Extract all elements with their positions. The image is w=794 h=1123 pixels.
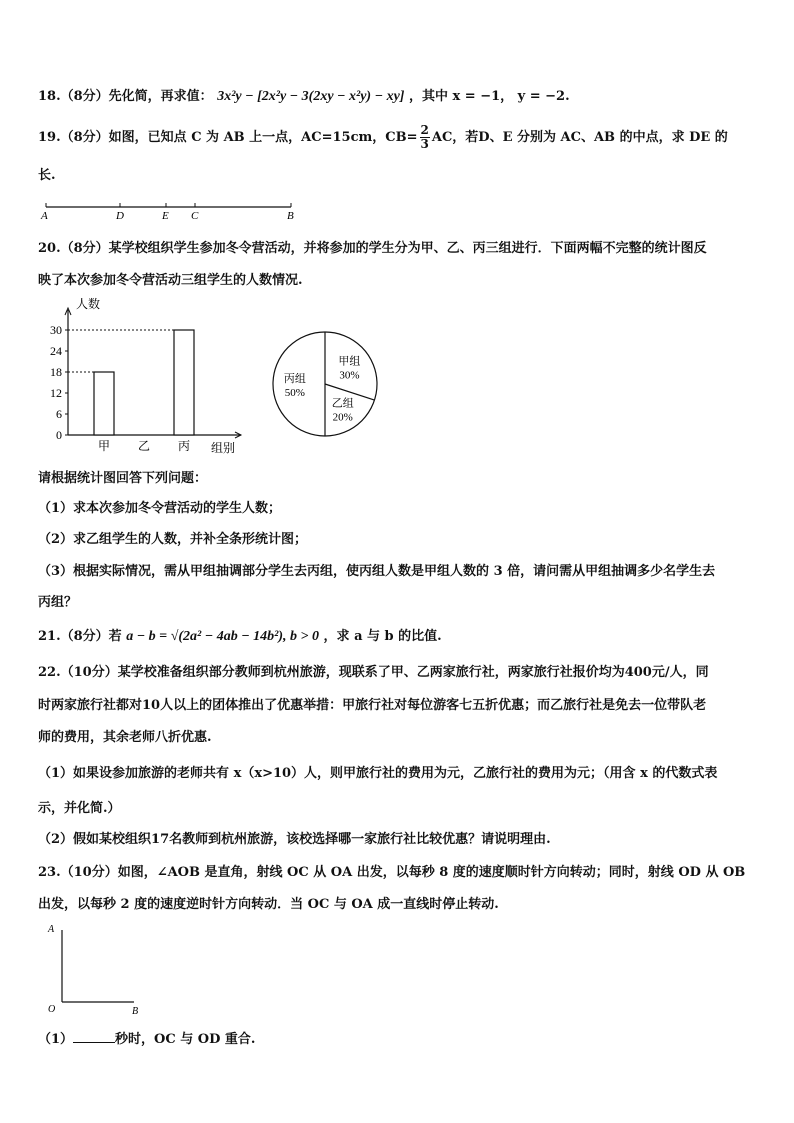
q21-tail: ，求 a 与 b 的比值.: [323, 629, 442, 644]
pie-slice-name: 甲组: [338, 355, 361, 368]
bar-y-axis-label: 人数: [76, 297, 101, 311]
q20-line-1: 20.（8分）某学校组织学生参加冬令营活动，并将参加的学生分为甲、乙、丙三组进行．下面两幅不完整的统计图反: [38, 241, 707, 256]
question-18: [38, 88, 570, 106]
q22-sub-2: （2）假如某校组织17名教师到杭州旅游，该校选择哪一家旅行社比较优惠？请说明理由.: [38, 832, 551, 847]
bar-category-label: 丙: [177, 439, 191, 453]
bar-y-tick-label: 24: [50, 344, 62, 358]
bar-category-label: 甲: [97, 439, 111, 453]
point-d: D: [116, 210, 124, 222]
q19-fraction: $\frac{2}{3}$: [420, 123, 429, 151]
answer-blank[interactable]: [73, 1030, 115, 1043]
angle-point-o: O: [48, 1004, 56, 1015]
q20-line-2: 映了本次参加冬令营活动三组学生的人数情况.: [38, 273, 303, 288]
point-b: B: [287, 210, 294, 222]
q20-intro: 请根据统计图回答下列问题：: [38, 471, 208, 486]
pie-slice-percent: 20%: [332, 411, 353, 424]
bar-y-tick-label: 12: [50, 386, 62, 400]
bar-category-label: 乙: [137, 439, 151, 453]
q18-number: 18.（8分）先化简，再求值：: [38, 89, 213, 104]
q20-sub-3a: （3）根据实际情况，需从甲组抽调部分学生去丙组，使丙组人数是甲组人数的 3 倍，请问需从甲组抽调多少名学生去: [38, 564, 716, 579]
bar-1: [94, 372, 114, 435]
angle-point-b: B: [132, 1006, 139, 1017]
pie-chart: [265, 328, 385, 440]
pie-slice-percent: 50%: [284, 387, 305, 399]
question-21: [38, 628, 442, 646]
q20-sub-1: （1）求本次参加冬令营活动的学生人数；: [38, 501, 282, 516]
point-c: C: [191, 210, 199, 222]
point-a: A: [41, 210, 48, 222]
pie-slice-name: 丙组: [283, 373, 306, 385]
q19-text-2: AC，若D、E 分别为 AC、AB 的中点，求 DE 的: [431, 130, 728, 145]
q22-line-2: 时两家旅行社都对10人以上的团体推出了优惠举措：甲旅行社对每位游客七五折优惠；而乙旅行社是免去一位带队老: [38, 698, 707, 713]
bar-3: [174, 330, 194, 435]
bar-y-tick-label: 30: [50, 323, 62, 337]
bar-y-tick-label: 0: [56, 428, 62, 442]
q19-segment-figure: [36, 198, 306, 222]
q19-line-2: 长.: [38, 168, 56, 183]
q22-sub-1b: 示，并化简.）: [38, 801, 121, 816]
q22-line-3: 师的费用，其余老师八折优惠.: [38, 730, 212, 745]
pie-slice-percent: 30%: [339, 369, 360, 382]
q18-expression: 3x²y − [2x²y − 3(2xy − x²y) − xy]: [217, 89, 405, 104]
q20-sub-3b: 丙组？: [38, 595, 78, 610]
bar-y-tick-label: 18: [50, 365, 62, 379]
question-19: [38, 124, 728, 151]
q23-angle-figure: [44, 922, 154, 1018]
q22-line-1: 22.（10分）某学校准备组织部分教师到杭州旅游，现联系了甲、乙两家旅行社，两家旅行社报价均为400元/人，同: [38, 665, 709, 680]
q23-line-2: 出发，以每秒 2 度的速度逆时针方向转动．当 OC 与 OA 成一直线时停止转动.: [38, 897, 499, 912]
bar-chart: [36, 294, 251, 464]
q18-condition: ，其中 x = −1， y = −2.: [408, 89, 570, 104]
q20-sub-2: （2）求乙组学生的人数，并补全条形统计图；: [38, 532, 308, 547]
q21-expression: a − b = √(2a² − 4ab − 14b²), b > 0: [126, 629, 320, 644]
q22-sub-1a: （1）如果设参加旅游的老师共有 x（x>10）人，则甲旅行社的费用为元，乙旅行社的费用为元；（用含 x 的代数式表: [38, 766, 718, 781]
bar-x-axis-label: 组别: [211, 441, 236, 455]
bar-y-tick-label: 6: [56, 407, 62, 421]
q19-text-1: 19.（8分）如图，已知点 C 为 AB 上一点，AC=15cm，CB=: [38, 130, 418, 145]
point-e: E: [162, 210, 169, 222]
q23-sub-1: （1） 秒时，OC 与 OD 重合.: [38, 1032, 256, 1047]
pie-slice-name: 乙组: [331, 397, 354, 410]
q21-number: 21.（8分）若: [38, 629, 122, 644]
q23-line-1: 23.（10分）如图，∠AOB 是直角，射线 OC 从 OA 出发，以每秒 8 度的速度顺时针方向转动；同时，射线 OD 从 OB: [38, 865, 746, 880]
angle-point-a: A: [48, 924, 55, 935]
